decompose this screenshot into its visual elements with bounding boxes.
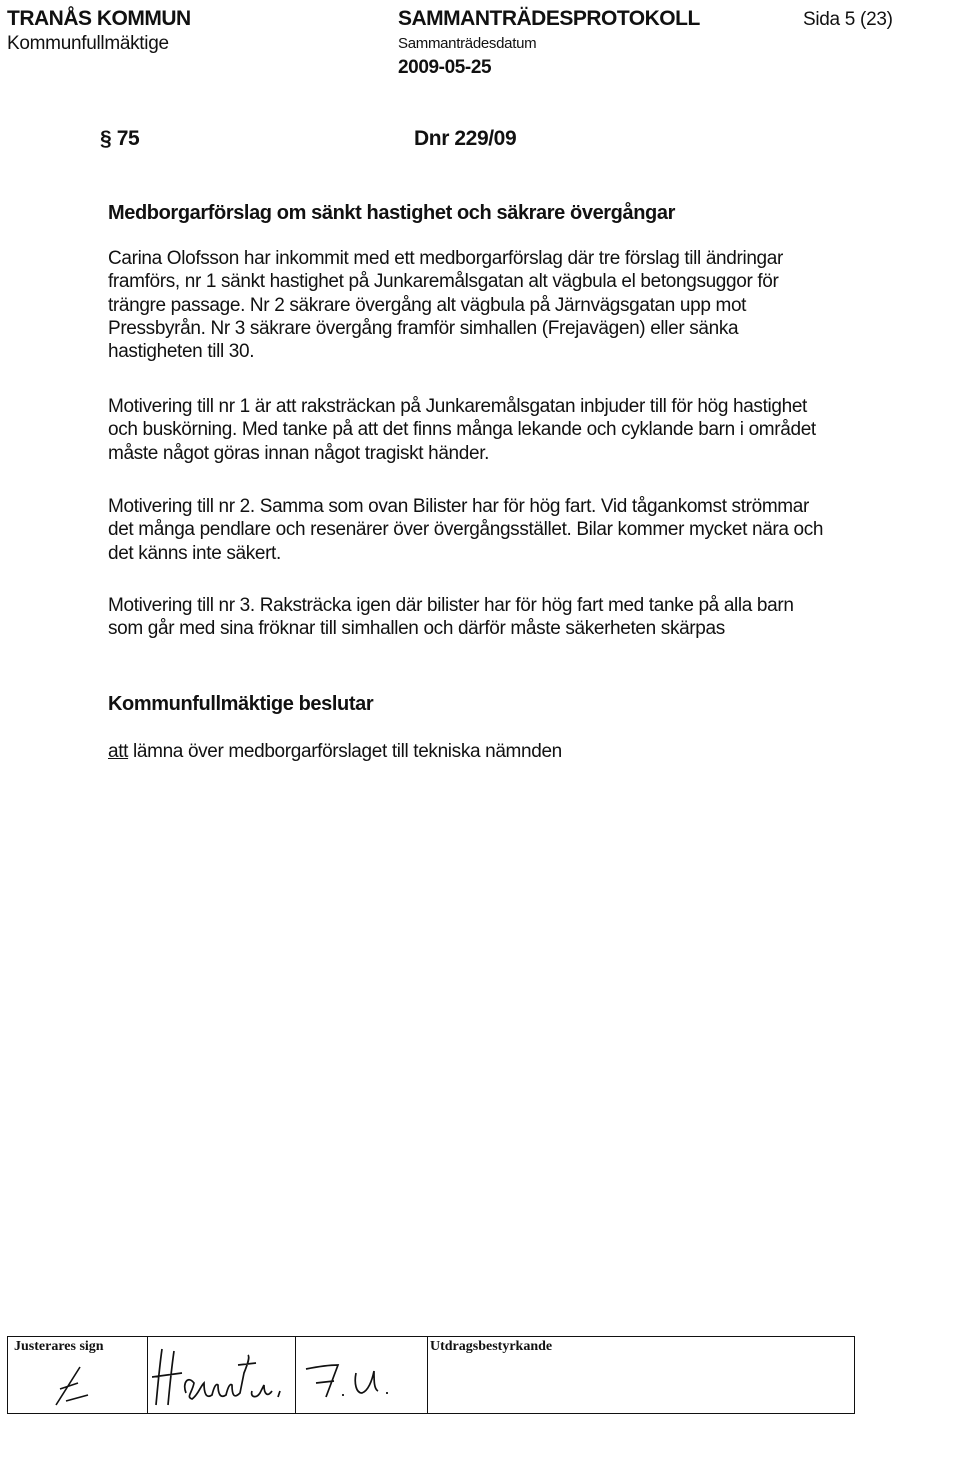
date-value: 2009-05-25 bbox=[398, 57, 492, 78]
paragraph-motivation-2: Motivering till nr 2. Samma som ovan Bilister har för hög fart. Vid tågankomst strömmar det många pendlare och resenärer över övergångsstället. Bilar kommer mycket nära och det känns inte säkert. bbox=[108, 496, 824, 564]
signature-cell-3 bbox=[296, 1337, 428, 1413]
decision-heading: Kommunfullmäktige beslutar bbox=[108, 693, 374, 715]
diary-number: Dnr 229/09 bbox=[414, 127, 517, 150]
utdragsbestyrkande-label: Utdragsbestyrkande bbox=[430, 1339, 553, 1354]
document-title: SAMMANTRÄDESPROTOKOLL bbox=[398, 7, 700, 30]
section-heading: Medborgarförslag om sänkt hastighet och säkrare övergångar bbox=[108, 202, 675, 224]
paragraph-motivation-3: Motivering till nr 3. Raksträcka igen där bilister har för hög fart med tanke på alla barn som går med sina fröknar till simhallen och därför måste säkerheten skärpas bbox=[108, 595, 794, 640]
signature-box bbox=[7, 1336, 855, 1414]
date-label: Sammanträdesdatum bbox=[398, 35, 537, 52]
body-name: Kommunfullmäktige bbox=[7, 33, 169, 54]
initials-signature-3 bbox=[302, 1353, 412, 1403]
paragraph-proposal: Carina Olofsson har inkommit med ett medborgarförslag där tre förslag till ändringar framförs, nr 1 sänkt hastighet på Junkaremålsgatan alt vägbula el betongsuggor för trängre passage. Nr 2 säkrare övergång alt vägbula på Järnvägsgatan upp mot Pressbyrån. Nr 3 säkrare övergång framför simhallen (Frejavägen) eller sänka hastigheten till 30. bbox=[108, 248, 783, 363]
justerares-label: Justerares sign bbox=[14, 1339, 104, 1354]
signature-2 bbox=[152, 1343, 294, 1413]
decision-text bbox=[108, 741, 562, 763]
paragraph-motivation-1: Motivering till nr 1 är att raksträckan på Junkaremålsgatan inbjuder till för hög hastighet och buskörning. Med tanke på att det finns många lekande och cyklande barn i området måste något göras innan något tragiskt händer. bbox=[108, 396, 816, 464]
signature-cell-2 bbox=[148, 1337, 296, 1413]
initials-signature-1 bbox=[48, 1359, 108, 1411]
decision-att: att bbox=[108, 741, 129, 762]
decision-body: lämna över medborgarförslaget till tekniska nämnden bbox=[133, 741, 562, 762]
page-number: Sida 5 (23) bbox=[803, 9, 893, 30]
section-number: § 75 bbox=[100, 127, 140, 150]
organization-name: TRANÅS KOMMUN bbox=[7, 7, 191, 30]
